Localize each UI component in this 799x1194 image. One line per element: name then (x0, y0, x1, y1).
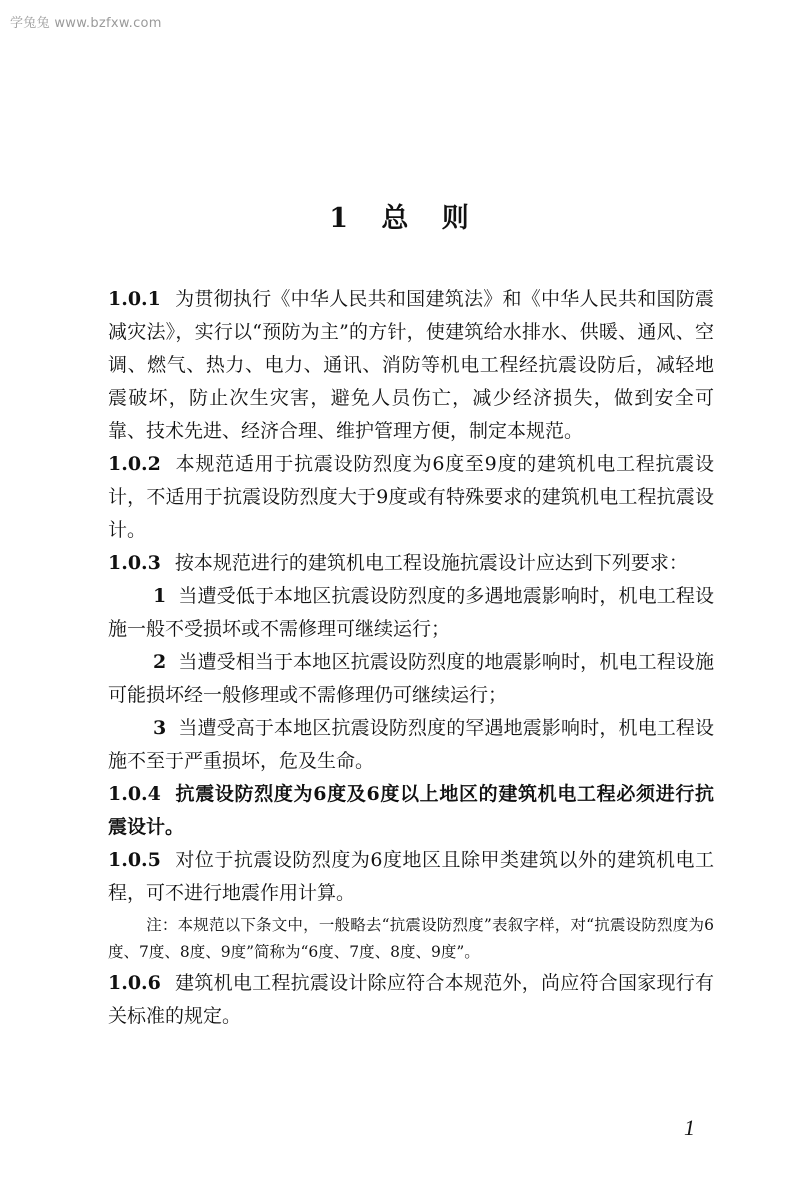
item-number: 1 (153, 585, 167, 607)
page-number: 1 (684, 1115, 695, 1140)
item-number: 2 (153, 651, 167, 673)
clause-number: 1.0.6 (108, 972, 161, 994)
item-text: 当遭受相当于本地区抗震设防烈度的地震影响时，机电工程设施可能损坏经一般修理或不需修理仍可继续运行； (108, 651, 714, 706)
clause-1-0-3-item-1 (108, 580, 714, 646)
clause-1-0-1 (108, 283, 714, 448)
clause-body (108, 283, 714, 1033)
chapter-title: 1 总 则 (329, 203, 470, 234)
clause-number: 1.0.1 (108, 288, 161, 310)
clause-1-0-3 (108, 547, 714, 580)
clause-1-0-2 (108, 448, 714, 547)
clause-text: 对位于抗震设防烈度为6度地区且除甲类建筑以外的建筑机电工程，可不进行地震作用计算。 (108, 849, 714, 904)
clause-text: 建筑机电工程抗震设计除应符合本规范外，尚应符合国家现行有关标准的规定。 (108, 972, 714, 1027)
watermark-text: 学兔兔 www.bzfxw.com (10, 16, 162, 31)
clause-text: 本规范适用于抗震设防烈度为6度至9度的建筑机电工程抗震设计，不适用于抗震设防烈度大于9度或有特殊要求的建筑机电工程抗震设计。 (108, 453, 714, 541)
clause-text: 为贯彻执行《中华人民共和国建筑法》和《中华人民共和国防震减灾法》，实行以“预防为主”的方针，使建筑给水排水、供暖、通风、空调、燃气、热力、电力、通讯、消防等机电工程经抗震设防后，减轻地震破坏，防止次生灾害，避免人员伤亡，减少经济损失，做到安全可靠、技术先进、经济合理、维护管理方便，制定本规范。 (108, 288, 714, 442)
clause-number: 1.0.5 (108, 849, 161, 871)
item-text: 当遭受低于本地区抗震设防烈度的多遇地震影响时，机电工程设施一般不受损坏或不需修理可继续运行； (108, 585, 714, 640)
clause-number: 1.0.4 (108, 783, 161, 805)
clause-1-0-6 (108, 967, 714, 1033)
clause-text: 抗震设防烈度为6度及6度以上地区的建筑机电工程必须进行抗震设计。 (108, 783, 714, 838)
clause-1-0-5-note (108, 912, 714, 965)
item-number: 3 (153, 717, 167, 739)
clause-1-0-5 (108, 844, 714, 910)
clause-text: 按本规范进行的建筑机电工程设施抗震设计应达到下列要求： (174, 552, 688, 574)
clause-1-0-4 (108, 778, 714, 844)
note-text: 注：本规范以下条文中，一般略去“抗震设防烈度”表叙字样，对“抗震设防烈度为6度、7度、8度、9度”简称为“6度、7度、8度、9度”。 (108, 916, 714, 961)
item-text: 当遭受高于本地区抗震设防烈度的罕遇地震影响时，机电工程设施不至于严重损坏，危及生命。 (108, 717, 714, 772)
clause-1-0-3-item-3 (108, 712, 714, 778)
clause-1-0-3-item-2 (108, 646, 714, 712)
clause-number: 1.0.2 (108, 453, 161, 475)
clause-number: 1.0.3 (108, 552, 161, 574)
